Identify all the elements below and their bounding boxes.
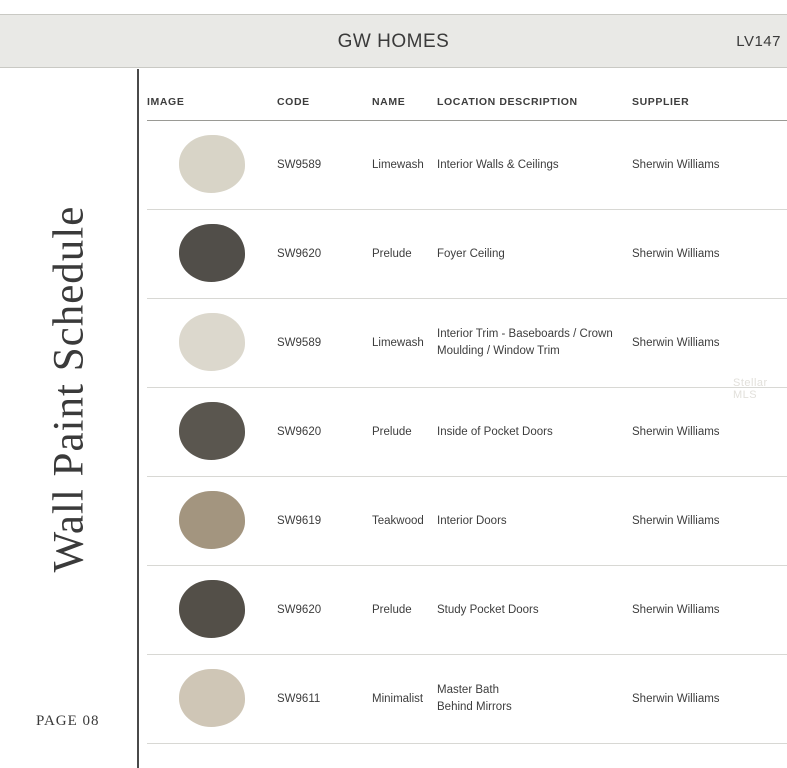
cell-supplier bbox=[632, 655, 787, 744]
table-row bbox=[147, 655, 787, 744]
cell-name-text: Prelude bbox=[372, 248, 412, 260]
cell-name-text: Limewash bbox=[372, 337, 424, 349]
paint-color-swatch bbox=[179, 491, 245, 549]
cell-code-text: SW9611 bbox=[277, 693, 321, 705]
cell-supplier-text: Sherwin Williams bbox=[632, 515, 720, 527]
table-row bbox=[147, 388, 787, 477]
cell-image bbox=[147, 655, 277, 744]
cell-supplier-text: Sherwin Williams bbox=[632, 426, 720, 438]
cell-location-text: Master Bath Behind Mirrors bbox=[437, 684, 512, 713]
page-number-label: PAGE 08 bbox=[36, 713, 100, 729]
cell-location bbox=[437, 210, 632, 299]
cell-code bbox=[277, 566, 372, 655]
table-body bbox=[147, 121, 787, 744]
paint-color-swatch bbox=[179, 135, 245, 193]
cell-location bbox=[437, 566, 632, 655]
table-row bbox=[147, 210, 787, 299]
paint-schedule-table bbox=[147, 96, 787, 744]
cell-code bbox=[277, 477, 372, 566]
cell-location-text: Interior Trim - Baseboards / Crown Moulding / Window Trim bbox=[437, 328, 613, 357]
cell-image bbox=[147, 210, 277, 299]
cell-supplier bbox=[632, 121, 787, 210]
column-header-image: IMAGE bbox=[147, 96, 277, 121]
cell-name bbox=[372, 477, 437, 566]
cell-name bbox=[372, 566, 437, 655]
column-header-supplier: SUPPLIER bbox=[632, 96, 787, 121]
paint-schedule-table-area bbox=[147, 96, 787, 768]
cell-location bbox=[437, 388, 632, 477]
cell-name bbox=[372, 121, 437, 210]
paint-color-swatch bbox=[179, 669, 245, 727]
cell-name bbox=[372, 299, 437, 388]
table-row bbox=[147, 477, 787, 566]
document-header-bar bbox=[0, 14, 787, 68]
cell-code-text: SW9619 bbox=[277, 515, 322, 527]
cell-location bbox=[437, 477, 632, 566]
column-header-name: NAME bbox=[372, 96, 437, 121]
cell-supplier-text: Sherwin Williams bbox=[632, 248, 720, 260]
cell-name-text: Minimalist bbox=[372, 693, 424, 705]
column-header-code: CODE bbox=[277, 96, 372, 121]
document-title: GW HOMES bbox=[337, 31, 450, 52]
cell-code bbox=[277, 655, 372, 744]
cell-supplier bbox=[632, 299, 787, 388]
paint-color-swatch bbox=[179, 224, 245, 282]
cell-supplier-text: Sherwin Williams bbox=[632, 337, 720, 349]
cell-code bbox=[277, 210, 372, 299]
cell-supplier-text: Sherwin Williams bbox=[632, 159, 720, 171]
cell-location-text: Interior Walls & Ceilings bbox=[437, 158, 559, 171]
cell-image bbox=[147, 121, 277, 210]
cell-location bbox=[437, 655, 632, 744]
cell-image bbox=[147, 477, 277, 566]
cell-name-text: Limewash bbox=[372, 159, 424, 171]
paint-color-swatch bbox=[179, 580, 245, 638]
cell-code-text: SW9589 bbox=[277, 337, 322, 349]
cell-supplier bbox=[632, 210, 787, 299]
cell-name bbox=[372, 210, 437, 299]
cell-supplier-text: Sherwin Williams bbox=[632, 693, 720, 705]
column-header-location: LOCATION DESCRIPTION bbox=[437, 96, 632, 121]
vertical-divider bbox=[137, 69, 139, 768]
cell-location-text: Inside of Pocket Doors bbox=[437, 425, 553, 438]
cell-code bbox=[277, 121, 372, 210]
document-code: LV147 bbox=[736, 33, 781, 50]
cell-image bbox=[147, 388, 277, 477]
paint-color-swatch bbox=[179, 402, 245, 460]
cell-code bbox=[277, 299, 372, 388]
cell-image bbox=[147, 566, 277, 655]
cell-code-text: SW9620 bbox=[277, 426, 322, 438]
cell-code-text: SW9620 bbox=[277, 248, 322, 260]
cell-location-text: Study Pocket Doors bbox=[437, 603, 539, 616]
table-header-row bbox=[147, 96, 787, 121]
cell-name-text: Prelude bbox=[372, 604, 412, 616]
table-row bbox=[147, 121, 787, 210]
cell-image bbox=[147, 299, 277, 388]
cell-code bbox=[277, 388, 372, 477]
watermark: Stellar MLS bbox=[733, 377, 768, 401]
cell-location bbox=[437, 121, 632, 210]
paint-color-swatch bbox=[179, 313, 245, 371]
cell-code-text: SW9589 bbox=[277, 159, 322, 171]
cell-supplier bbox=[632, 566, 787, 655]
cell-location-text: Interior Doors bbox=[437, 514, 507, 527]
cell-name-text: Prelude bbox=[372, 426, 412, 438]
cell-code-text: SW9620 bbox=[277, 604, 322, 616]
cell-location-text: Foyer Ceiling bbox=[437, 247, 505, 260]
cell-supplier-text: Sherwin Williams bbox=[632, 604, 720, 616]
cell-supplier bbox=[632, 477, 787, 566]
table-row bbox=[147, 566, 787, 655]
cell-location bbox=[437, 299, 632, 388]
cell-name bbox=[372, 388, 437, 477]
table-row bbox=[147, 299, 787, 388]
sheet-vertical-title: Wall Paint Schedule bbox=[45, 205, 92, 573]
cell-name-text: Teakwood bbox=[372, 515, 424, 527]
cell-name bbox=[372, 655, 437, 744]
left-title-panel bbox=[0, 69, 137, 768]
